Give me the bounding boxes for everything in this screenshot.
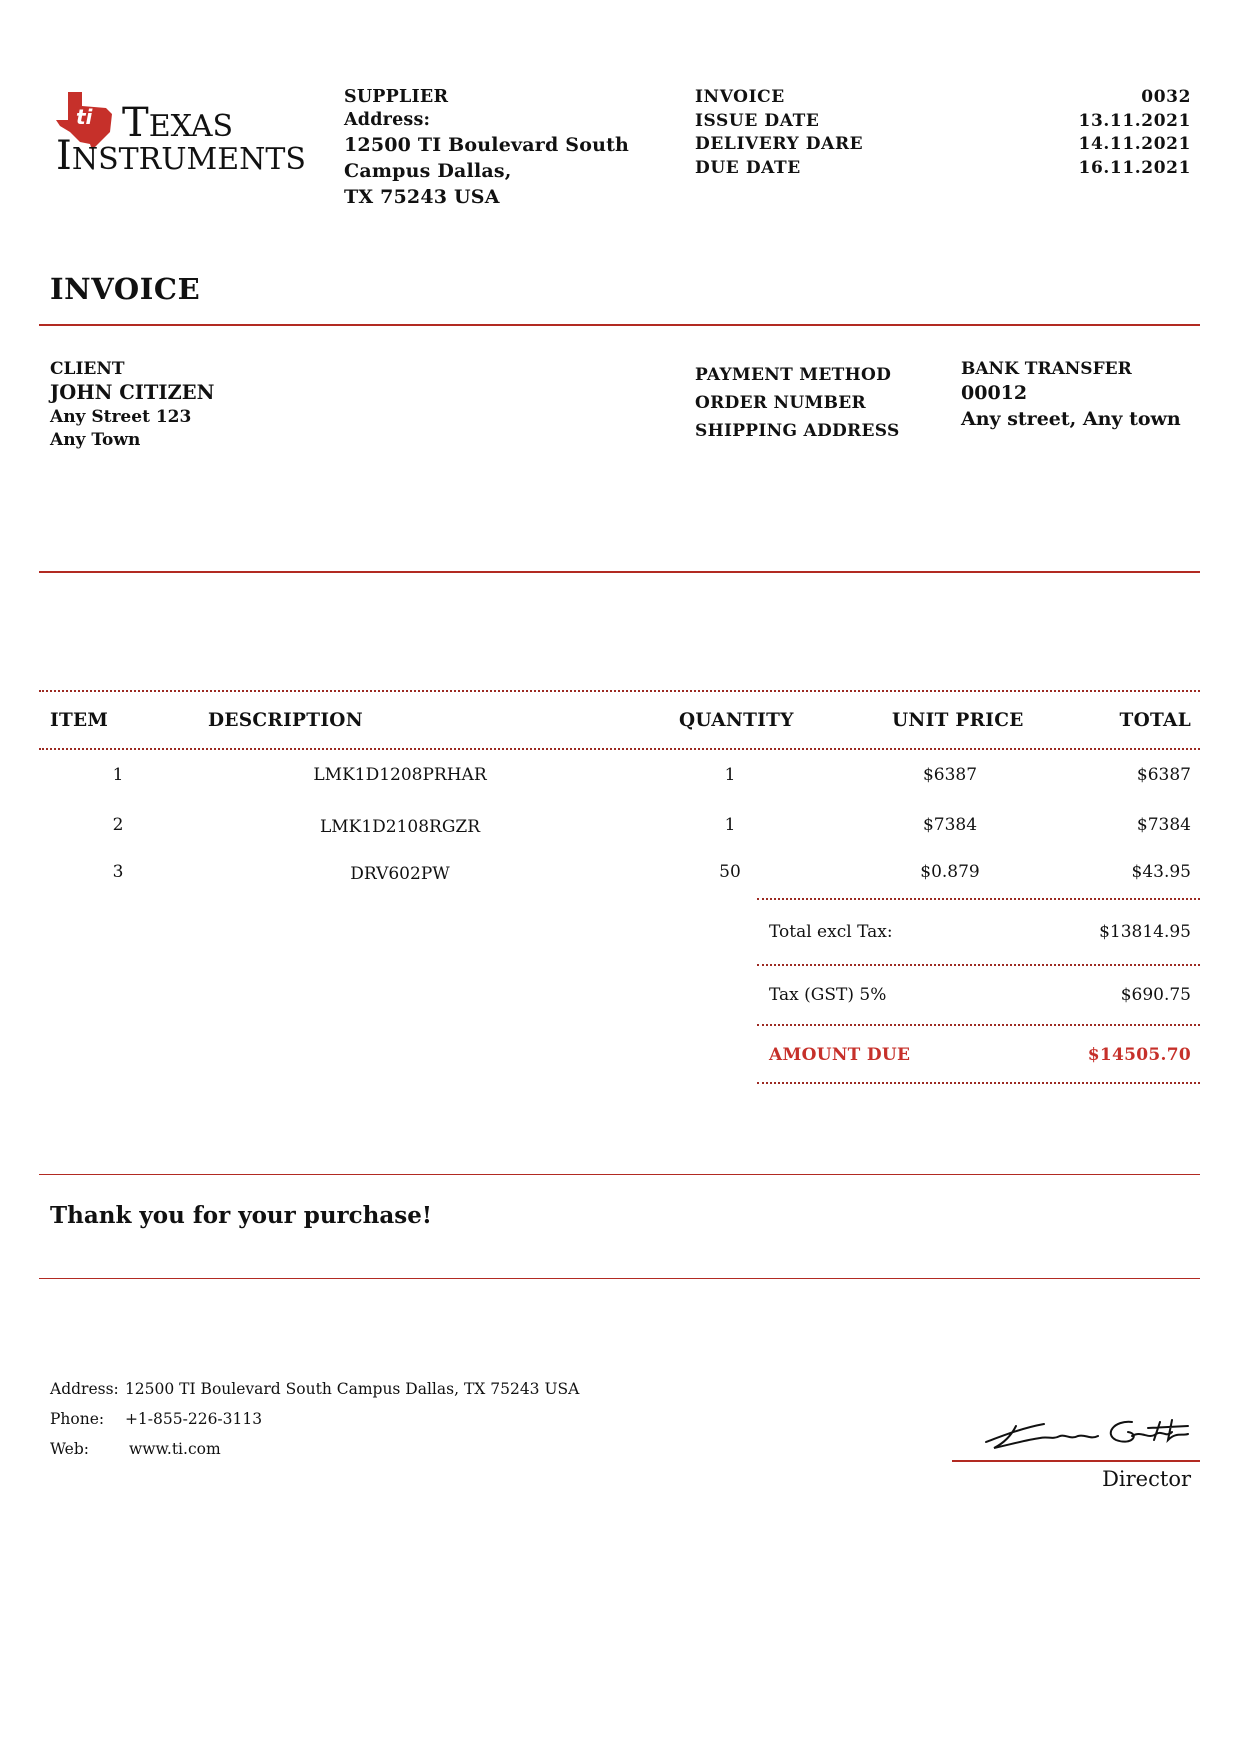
table-top-rule (39, 690, 1200, 692)
footer-address-label: Address: (50, 1380, 119, 1398)
invoice-meta (695, 86, 1191, 180)
thanks-bottom-rule (39, 1278, 1200, 1279)
client-heading: CLIENT (50, 359, 125, 379)
client-block (50, 358, 214, 452)
footer-web-row (50, 1434, 579, 1464)
footer-web-link[interactable]: www.ti.com (128, 1440, 221, 1458)
meta-row-due-date (695, 157, 1191, 181)
meta-row-issue-date (695, 110, 1191, 134)
meta-label: DELIVERY DARE (695, 134, 864, 154)
table-header-rule (39, 748, 1200, 750)
supplier-city: Campus Dallas, (344, 160, 512, 182)
client-divider (39, 571, 1200, 573)
cell-unit-price: $0.879 (920, 862, 980, 882)
client-town: Any Town (50, 430, 141, 450)
meta-label: INVOICE (695, 87, 785, 107)
payment-labels (695, 361, 900, 445)
meta-row-delivery-date (695, 133, 1191, 157)
cell-item: 1 (112, 765, 124, 785)
meta-value: 14.11.2021 (1078, 134, 1191, 154)
cell-quantity: 1 (724, 815, 736, 835)
tax-label: Tax (GST) 5% (769, 985, 887, 1005)
client-name: JOHN CITIZEN (50, 381, 215, 404)
totals-bottom-rule (757, 1082, 1200, 1084)
meta-label: ISSUE DATE (695, 110, 820, 131)
col-header-item: ITEM (50, 710, 109, 731)
meta-value: 16.11.2021 (1078, 157, 1191, 178)
col-header-quantity: QUANTITY (679, 710, 794, 731)
document-title: INVOICE (50, 272, 201, 306)
supplier-heading: SUPPLIER (344, 87, 449, 107)
total-excl-tax-value: $13814.95 (1099, 922, 1191, 942)
payment-values (961, 358, 1181, 432)
shipping-address-label: SHIPPING ADDRESS (695, 421, 900, 441)
col-header-unit-price: UNIT PRICE (892, 710, 1024, 731)
amount-due-label: AMOUNT DUE (769, 1045, 911, 1065)
col-header-description: DESCRIPTION (208, 710, 363, 731)
supplier-state-zip: TX 75243 USA (344, 186, 500, 208)
meta-value: 0032 (1141, 87, 1191, 107)
thanks-message: Thank you for your purchase! (50, 1202, 432, 1229)
cell-item: 3 (112, 862, 124, 882)
cell-unit-price: $6387 (922, 765, 978, 785)
signature (982, 1406, 1192, 1458)
amount-due-value: $14505.70 (1087, 1045, 1191, 1065)
cell-description: LMK1D1208PRHAR (313, 765, 487, 785)
cell-total: $7384 (1136, 815, 1191, 835)
footer-contact (50, 1374, 579, 1464)
total-excl-tax-label: Total excl Tax: (769, 922, 893, 942)
cell-total: $43.95 (1131, 862, 1191, 882)
footer-phone-row (50, 1404, 579, 1434)
order-number-value: 00012 (961, 382, 1028, 404)
footer-phone-label: Phone: (50, 1410, 105, 1428)
footer-address-row (50, 1374, 579, 1404)
cell-total: $6387 (1136, 765, 1191, 785)
cell-item: 2 (112, 815, 124, 835)
payment-method-value: BANK TRANSFER (961, 359, 1132, 379)
supplier-address-label: Address: (344, 110, 431, 130)
texas-instruments-logo (56, 92, 322, 188)
totals-mid-rule (757, 964, 1200, 966)
thanks-top-rule (39, 1174, 1200, 1175)
totals-due-rule (757, 1024, 1200, 1026)
shipping-address-value: Any street, Any town (961, 408, 1181, 430)
signatory-title: Director (1102, 1467, 1191, 1491)
cell-quantity: 50 (719, 862, 741, 882)
logo-word-instruments: INSTRUMENTS (56, 133, 306, 179)
totals-top-rule (757, 898, 1200, 900)
cell-unit-price: $7384 (922, 815, 978, 835)
cell-description: DRV602PW (350, 864, 450, 884)
signature-drawing (982, 1406, 1192, 1458)
payment-method-label: PAYMENT METHOD (695, 365, 892, 385)
ti-glyph: ti (76, 105, 93, 129)
meta-label: DUE DATE (695, 157, 801, 178)
col-header-total: TOTAL (1119, 710, 1191, 731)
supplier-street: 12500 TI Boulevard South (344, 134, 630, 156)
tax-value: $690.75 (1120, 985, 1191, 1005)
cell-quantity: 1 (724, 765, 736, 785)
footer-address-value: 12500 TI Boulevard South Campus Dallas, TX 75243 USA (124, 1380, 580, 1398)
logo-word-texas: TEXAS (122, 100, 234, 146)
cell-description: LMK1D2108RGZR (319, 817, 481, 837)
meta-row-invoice (695, 86, 1191, 110)
meta-value: 13.11.2021 (1078, 110, 1191, 131)
client-street: Any Street 123 (50, 407, 192, 427)
footer-phone-value: +1-855-226-3113 (124, 1410, 263, 1428)
signature-line (952, 1460, 1200, 1462)
supplier-block (344, 86, 629, 210)
order-number-label: ORDER NUMBER (695, 393, 866, 413)
title-divider (39, 324, 1200, 326)
footer-web-label: Web: (50, 1440, 89, 1458)
